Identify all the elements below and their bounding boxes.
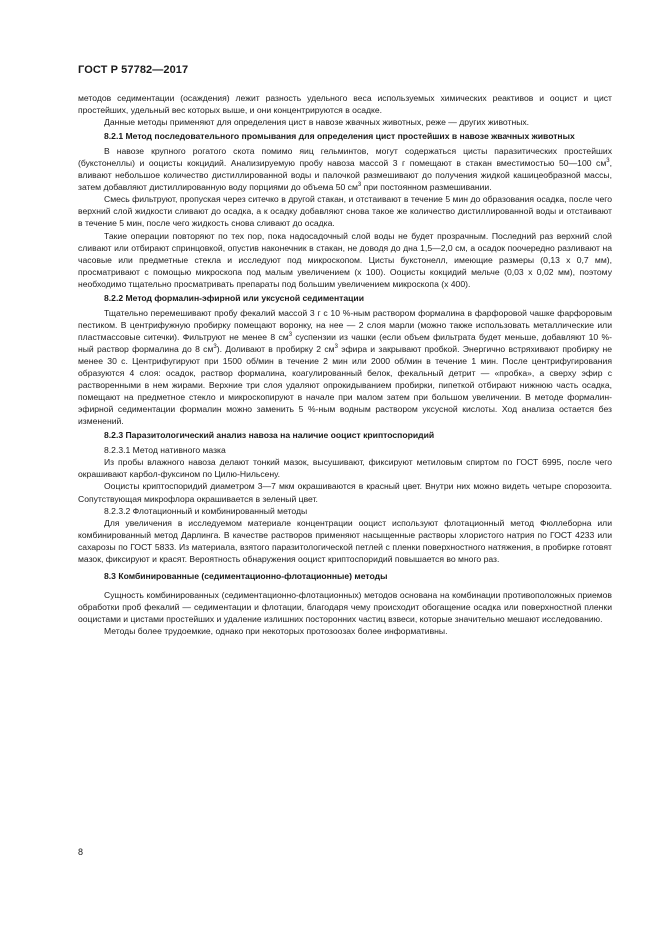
heading-8-2-2: 8.2.2 Метод формалин-эфирной или уксусной седиментации (104, 292, 364, 303)
paragraph-8-3-a: Сущность комбинированных (седиментационно-флотационных) методов основана на комбинации противоположных приемов обработки проб фекалий — седиментации и флотации, благодаря чему происходит обогащение осадка или поверхностной пленки ооцистами и цистами простейших и удаление излишних посторонних частиц взвеси, которые значительно мешают исследованию. (78, 589, 612, 624)
paragraph-8-2-3-1-a: Из пробы влажного навоза делают тонкий мазок, высушивают, фиксируют метиловым спиртом по ГОСТ 6995, после чего окрашивают карбол-фуксином по Цилю-Нильсену. (78, 457, 612, 480)
heading-8-3: 8.3 Комбинированные (седиментационно-флотационные) методы (104, 570, 388, 581)
document-header: ГОСТ Р 57782—2017 (78, 64, 189, 76)
heading-8-2-3: 8.2.3 Паразитологический анализ навоза на наличие ооцист криптоспоридий (104, 430, 435, 441)
paragraph-8-2-3-2: Для увеличения в исследуемом материале концентрации ооцист используют флотационный метод Фюллеборна или комбинированный метод Дарлинга. В качестве растворов применяют насыщенные растворы хлористого натрия по ГОСТ 4233 или сахарозы по ГОСТ 5833. Из материала, взятого паразитологической петлей с пленки поверхностного натяжения, в пробирке готовят мазок, фиксируют и красят. Вероятность обнаружения ооцист криптоспоридий повышается во много раз. (78, 517, 612, 564)
paragraph-8-2-1-c: Такие операции повторяют по тех пор, пока надосадочный слой воды не будет прозрачным. Последний раз верхний слой сливают или отбирают спринцовкой, опустив наконечник в стакан, не доводя до дна 1,5—2,0 см, а осадок поочередно разливают на часовые или предметные стекла и исследуют под микроскопом. Цисты букстонелл, имеющие размеры (0,13 х 0,7 мм), просматривают с помощью микроскопа под малым увеличением (х 100). Ооцисты кокцидий мельче (0,03 х 0,02 мм), поэтому необходимо тщательно просматривать препараты под большим увеличением микроскопа (х 400). (78, 230, 612, 289)
paragraph-8-3-b: Методы более трудоемкие, однако при некоторых протозоозах более информативны. (104, 625, 448, 636)
paragraph-8-2-1-a: В навозе крупного рогатого скота помимо яиц гельминтов, могут содержаться цисты паразитических простейших (букстонеллы) и ооцисты кокцидий. Анализируемую пробу навоза массой 3 г помещают в стакан вместимостью 50—100 $см^3$, вливают небольшое количество дистиллированной воды и палочкой размешивают до получения жидкой кашицеобразной массы, затем добавляют дистиллированную воду порциями до объема 50 $см^3$ при постоянном размешивании. (78, 146, 612, 193)
paragraph-intro: методов седиментации (осаждения) лежит разность удельного веса используемых химических реактивов и ооцист и цист простейших, удельный вес которых выше, и они концентрируются в осадке. (78, 93, 612, 116)
paragraph-apply: Данные методы применяют для определения цист в навозе жвачных животных, реже — других животных. (104, 117, 530, 128)
heading-8-2-1: 8.2.1 Метод последовательного промывания для определения цист простейших в навозе жвачных животных (104, 131, 575, 142)
document-body (78, 92, 612, 637)
page-number: 8 (78, 847, 84, 857)
paragraph-8-2-2: Тщательно перемешивают пробу фекалий массой 3 г с 10 %-ным раствором формалина в фарфоровой чашке фарфоровым пестиком. В центрифужную пробирку помещают воронку, на нее — 2 слоя марли (можно также использовать металлические или пластмассовые ситечки). Фильтруют не менее 8 $см^3$ суспензии из чашки (если объем фильтрата будет меньше, добавляют 10 %-ный раствор формалина до 8 $см^3$). Доливают в пробирку 2 $см^3$ эфира и закрывают пробкой. Энергично встряхивают пробирку не менее 30 с. Центрифугируют при 1500 об/мин в течение 2 мин или 2000 об/мин в течение 1 мин. После центрифугирования образуются 4 слоя: осадок, раствор формалина, коагулированный белок, фекальный детрит — «пробка», а сверху эфир с растворенными в нем жирами. Верхние три слоя удаляют опрокидыванием пробирки, пипеткой отбирают нижнюю часть осадка, помещают на предметное стекло и микроскопируют в начале при малом затем при большом увеличении. В методе формалин-эфирной седиментации формалин можно заменить 5 %-ным водным раствором уксусной кислоты. Ход анализа остается без изменений. (78, 307, 612, 427)
subheading-8-2-3-1: 8.2.3.1 Метод нативного мазка (104, 445, 226, 456)
paragraph-8-2-1-b: Смесь фильтруют, пропуская через ситечко в другой стакан, и отстаивают в течение 5 мин до образования осадка, после чего верхний слой жидкости сливают до осадка, а к осадку добавляют снова такое же количество дистиллированной воды и отстаивают в течение 5 мин, после чего жидкость снова сливают до осадка. (78, 194, 612, 229)
paragraph-8-2-3-1-b: Ооцисты криптоспоридий диаметром 3—7 мкм окрашиваются в красный цвет. Внутри них можно видеть четыре спорозоита. Сопутствующая микрофлора окрашивается в зеленый цвет. (78, 481, 612, 504)
subheading-8-2-3-2: 8.2.3.2 Флотационный и комбинированный методы (104, 505, 308, 516)
